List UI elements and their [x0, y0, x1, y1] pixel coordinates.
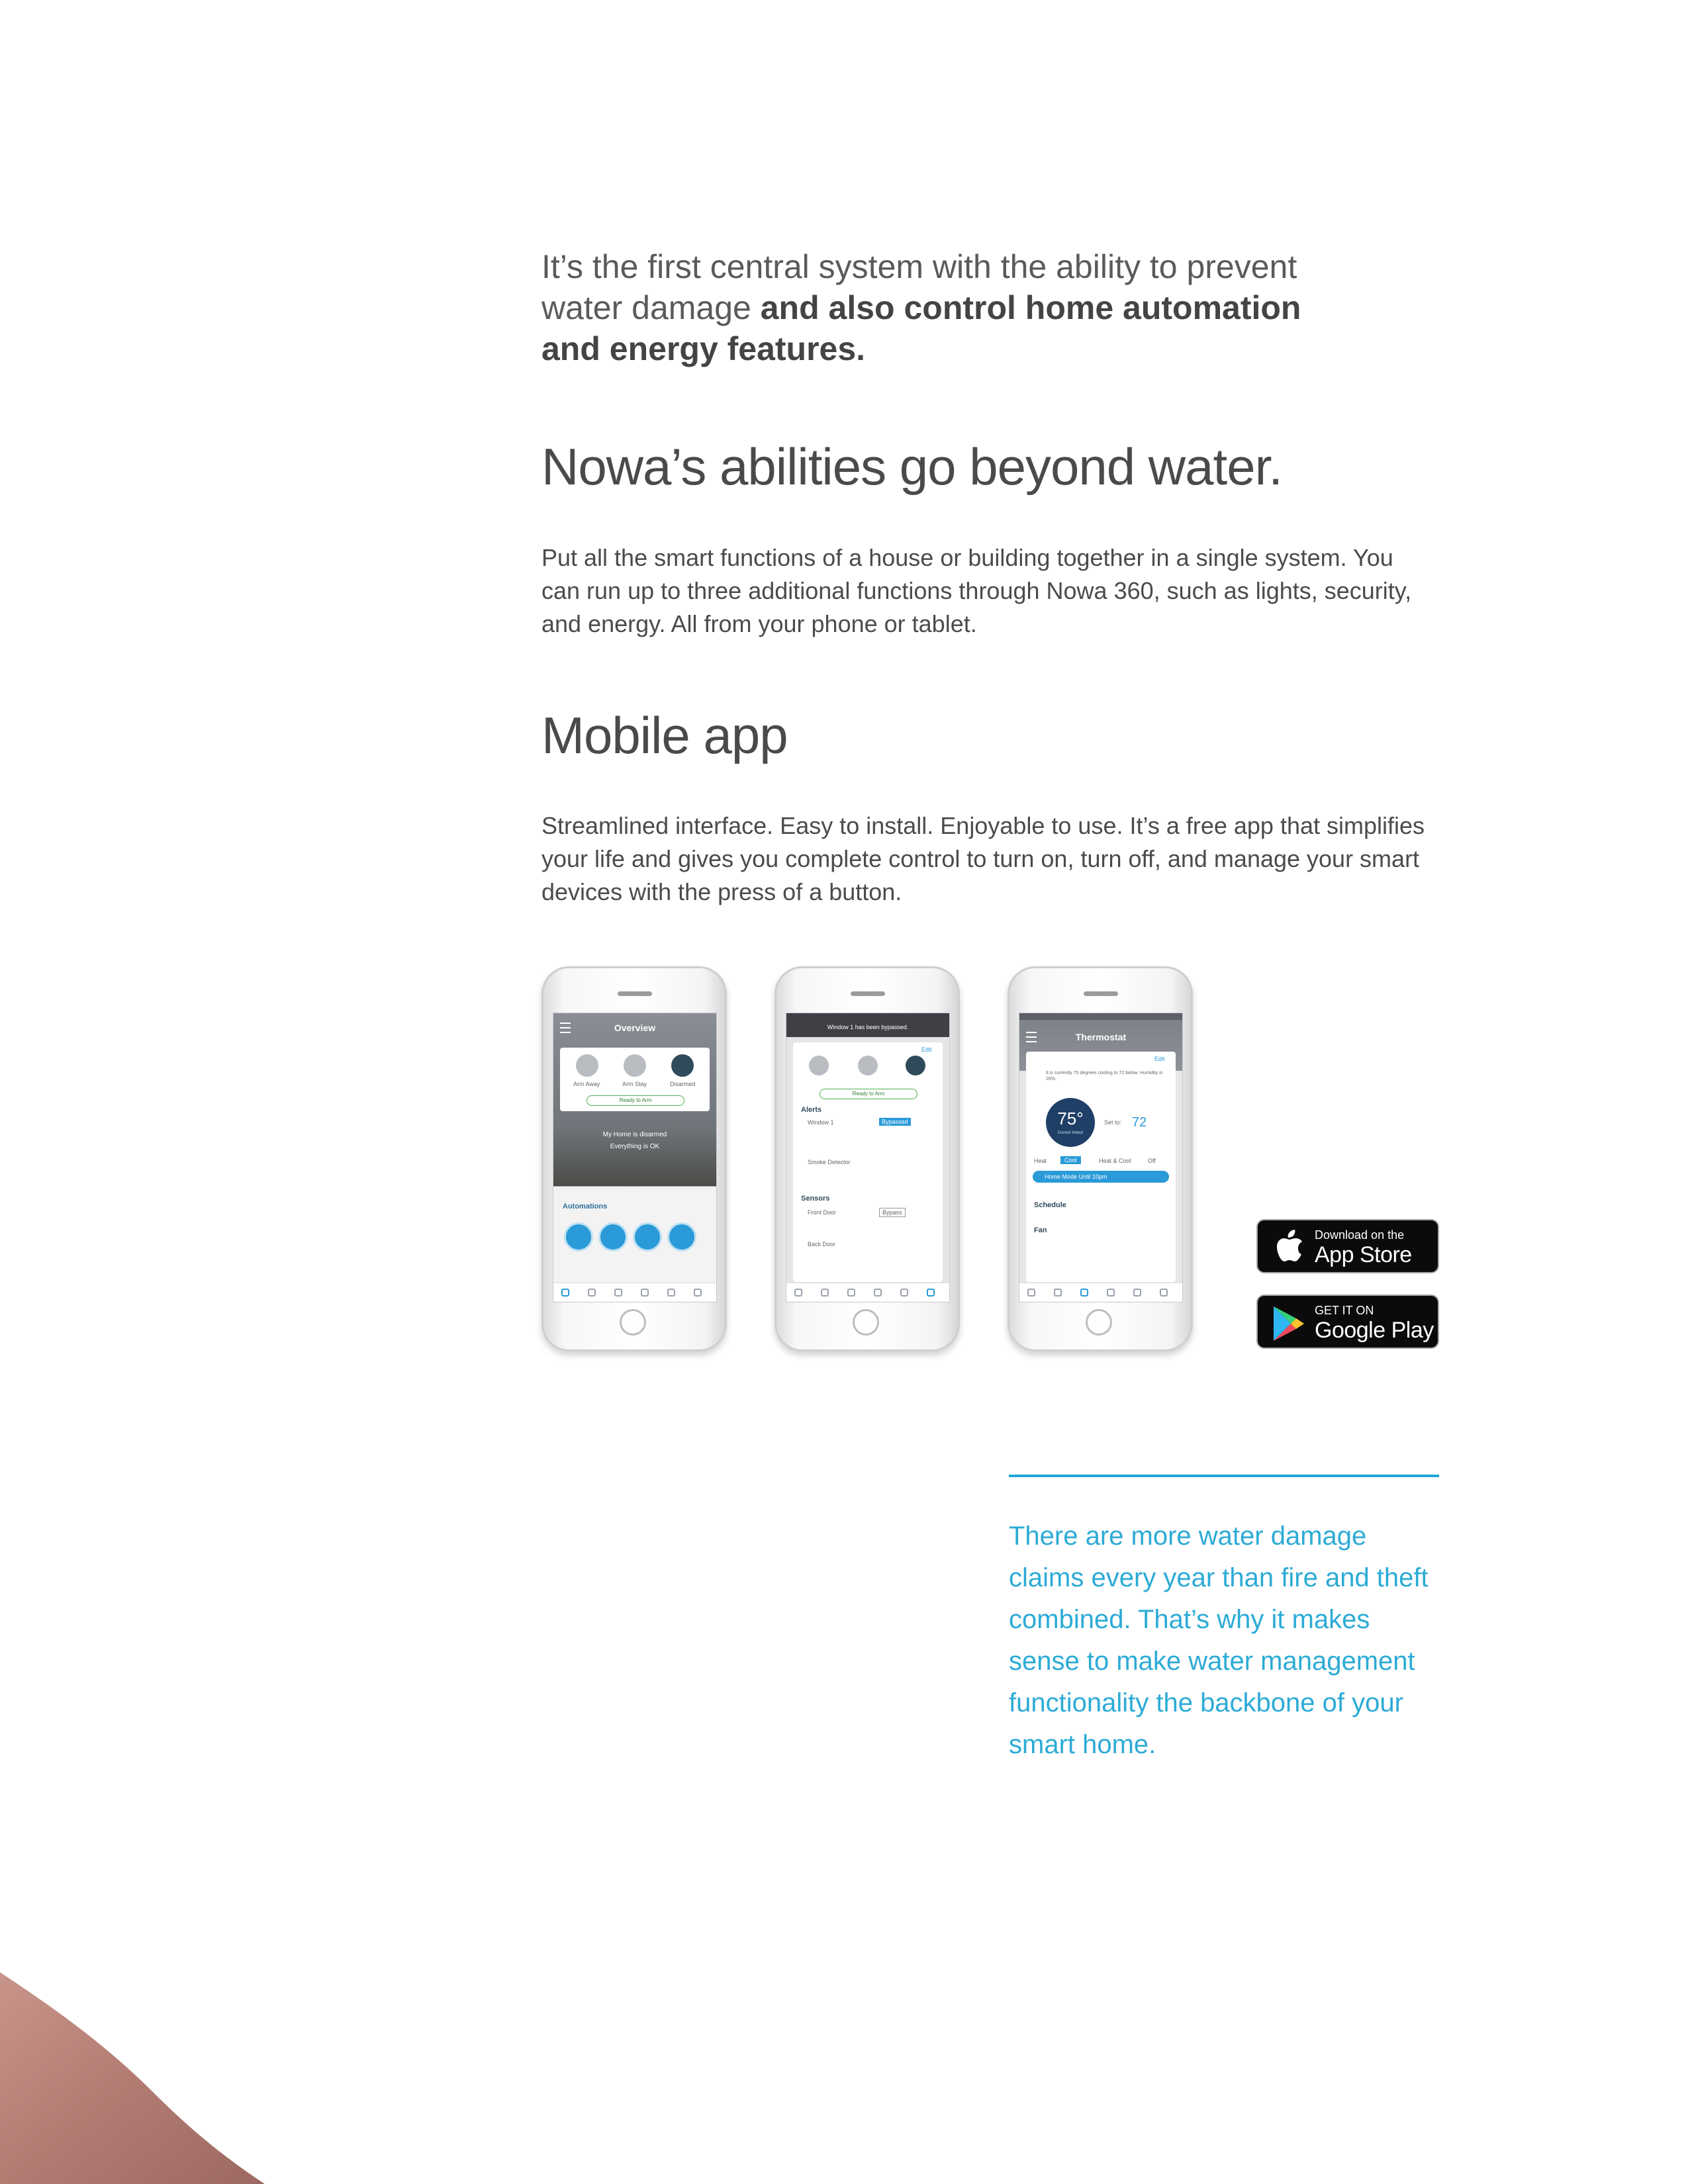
- set-to-label: Set to:: [1104, 1119, 1122, 1126]
- ready-to-arm-pill: Ready to Arm: [820, 1089, 917, 1099]
- camera-tab-icon: [641, 1289, 649, 1297]
- arm-stay-label: Arm Stay: [622, 1081, 647, 1087]
- app-store-badge[interactable]: [1256, 1219, 1439, 1273]
- arm-away-icon: [809, 1056, 829, 1075]
- home-tab-icon: [1027, 1289, 1035, 1297]
- alerts-heading: Alerts: [801, 1106, 822, 1114]
- edit-link: Edit: [921, 1046, 932, 1053]
- tab-bar: [1019, 1283, 1182, 1302]
- alert-smoke: Smoke Detector: [808, 1159, 851, 1165]
- home-status: My Home is disarmed: [602, 1131, 667, 1138]
- section-body-abilities: Put all the smart functions of a house or building together in a single system. You can run up to three additional functions through Nowa 360, such as lights, security, and energy. All from your phone or tablet.: [541, 544, 1412, 637]
- disarmed-icon: [671, 1054, 694, 1077]
- callout-rule: [1009, 1475, 1439, 1477]
- phone-home-button: [620, 1309, 646, 1336]
- light-tab-icon: [588, 1289, 596, 1297]
- mode-heat-cool: Heat & Cool: [1099, 1158, 1131, 1164]
- arm-away-icon: [576, 1054, 598, 1077]
- phone-screen-thermostat: [1019, 1013, 1183, 1302]
- screen-title: Overview: [614, 1023, 656, 1033]
- section-heading-mobile-app: Mobile app: [541, 706, 788, 764]
- camera-tab-icon: [874, 1289, 882, 1297]
- light-tab-icon: [821, 1289, 829, 1297]
- phone-overview: [541, 966, 727, 1351]
- camera-tab-icon: [1107, 1289, 1115, 1297]
- bypass-notice: Window 1 has been bypassed.: [827, 1024, 909, 1030]
- thermostat-info: It is currently 75 degrees cooling to 72 below. Humidity is 26%.: [1046, 1071, 1163, 1081]
- sensors-heading: Sensors: [801, 1195, 830, 1203]
- edit-link: Edit: [1154, 1056, 1165, 1062]
- automation-icon: [598, 1222, 628, 1251]
- arm-stay-icon: [624, 1054, 646, 1077]
- screen-title: Thermostat: [1075, 1032, 1127, 1042]
- home-tab-icon: [794, 1289, 802, 1297]
- lock-tab-icon: [900, 1289, 908, 1297]
- mode-heat: Heat: [1034, 1158, 1047, 1164]
- app-store-big-text: App Store: [1315, 1242, 1412, 1267]
- section-heading-abilities: Nowa’s abilities go beyond water.: [541, 437, 1282, 496]
- more-tab-icon: [1160, 1289, 1168, 1297]
- current-temp-label: Current Indoor: [1057, 1131, 1084, 1135]
- sensor-back-door: Back Door: [808, 1241, 836, 1248]
- lock-tab-icon: [667, 1289, 675, 1297]
- phone-speaker: [851, 991, 885, 996]
- tab-bar: [786, 1283, 949, 1302]
- hold-text: Home Mode Until 10pm: [1045, 1173, 1107, 1180]
- apple-icon: [1272, 1230, 1304, 1265]
- section-body-mobile-app: Streamlined interface. Easy to install. Enjoyable to use. It’s a free app that simplifies your life and gives you complete control to turn on, turn off, and manage your smart devices with the press of a button.: [541, 812, 1425, 905]
- disarmed-icon: [906, 1056, 925, 1075]
- phone-speaker: [1084, 991, 1118, 996]
- thermostat-card: [1026, 1052, 1176, 1282]
- phone-thermostat: [1008, 966, 1193, 1351]
- automation-icon: [633, 1222, 662, 1251]
- app-store-small-text: Download on the: [1315, 1228, 1405, 1242]
- thermostat-tab-icon: [847, 1289, 855, 1297]
- thermostat-tab-icon: [1080, 1289, 1088, 1297]
- alerts-card: [793, 1042, 943, 1282]
- callout-quote: There are more water damage claims every year than fire and theft combined. That’s why it makes sense to make water management functionality the backbone of your smart home.: [1009, 1522, 1429, 1759]
- status-bar: [1019, 1013, 1182, 1020]
- google-play-small-text: GET IT ON: [1315, 1304, 1374, 1317]
- home-status-ok: Everything is OK: [610, 1143, 660, 1150]
- arm-stay-icon: [858, 1056, 878, 1075]
- google-play-big-text: Google Play: [1315, 1318, 1434, 1343]
- fan-row: Fan: [1034, 1226, 1047, 1234]
- google-play-badge[interactable]: [1256, 1295, 1439, 1349]
- alert-window: Window 1: [808, 1119, 834, 1126]
- status-bar: [786, 1013, 949, 1020]
- intro-light-text: It’s the first central system with the ability to prevent water damage: [541, 248, 1297, 326]
- phone-home-button: [853, 1309, 879, 1336]
- intro-statement: [541, 246, 1323, 369]
- arm-card: [560, 1048, 710, 1111]
- set-to-value: 72: [1132, 1115, 1147, 1130]
- mode-cool: Cool: [1060, 1156, 1081, 1164]
- hand-image: [0, 1959, 278, 2184]
- phone-alerts: [774, 966, 960, 1351]
- automation-icon: [667, 1222, 696, 1251]
- light-tab-icon: [1054, 1289, 1062, 1297]
- phone-screen-overview: [553, 1013, 717, 1302]
- thermostat-tab-icon: [614, 1289, 622, 1297]
- lock-tab-icon: [1133, 1289, 1141, 1297]
- phone-screen-alerts: [786, 1013, 950, 1302]
- sensor-front-door: Front Door: [808, 1209, 837, 1216]
- phone-speaker: [618, 991, 652, 996]
- phone-home-button: [1086, 1309, 1112, 1336]
- schedule-row: Schedule: [1034, 1201, 1066, 1209]
- ready-to-arm-pill: Ready to Arm: [586, 1095, 684, 1106]
- bypassed-badge: Bypassed: [879, 1118, 911, 1126]
- home-tab-icon: [561, 1289, 569, 1297]
- security-tab-icon: [927, 1289, 935, 1297]
- more-tab-icon: [694, 1289, 702, 1297]
- automation-icon: [564, 1222, 593, 1251]
- automations-heading: Automations: [563, 1203, 608, 1210]
- tab-bar: [553, 1283, 716, 1302]
- current-temp: 75°: [1057, 1109, 1084, 1128]
- disarmed-label: Disarmed: [670, 1081, 696, 1087]
- arm-away-label: Arm Away: [573, 1081, 600, 1087]
- mode-off: Off: [1148, 1158, 1156, 1164]
- intro-bold-text: and also control home automation and energy features.: [541, 289, 1301, 367]
- bypass-button: Bypass: [879, 1208, 906, 1217]
- google-play-icon: [1271, 1305, 1305, 1342]
